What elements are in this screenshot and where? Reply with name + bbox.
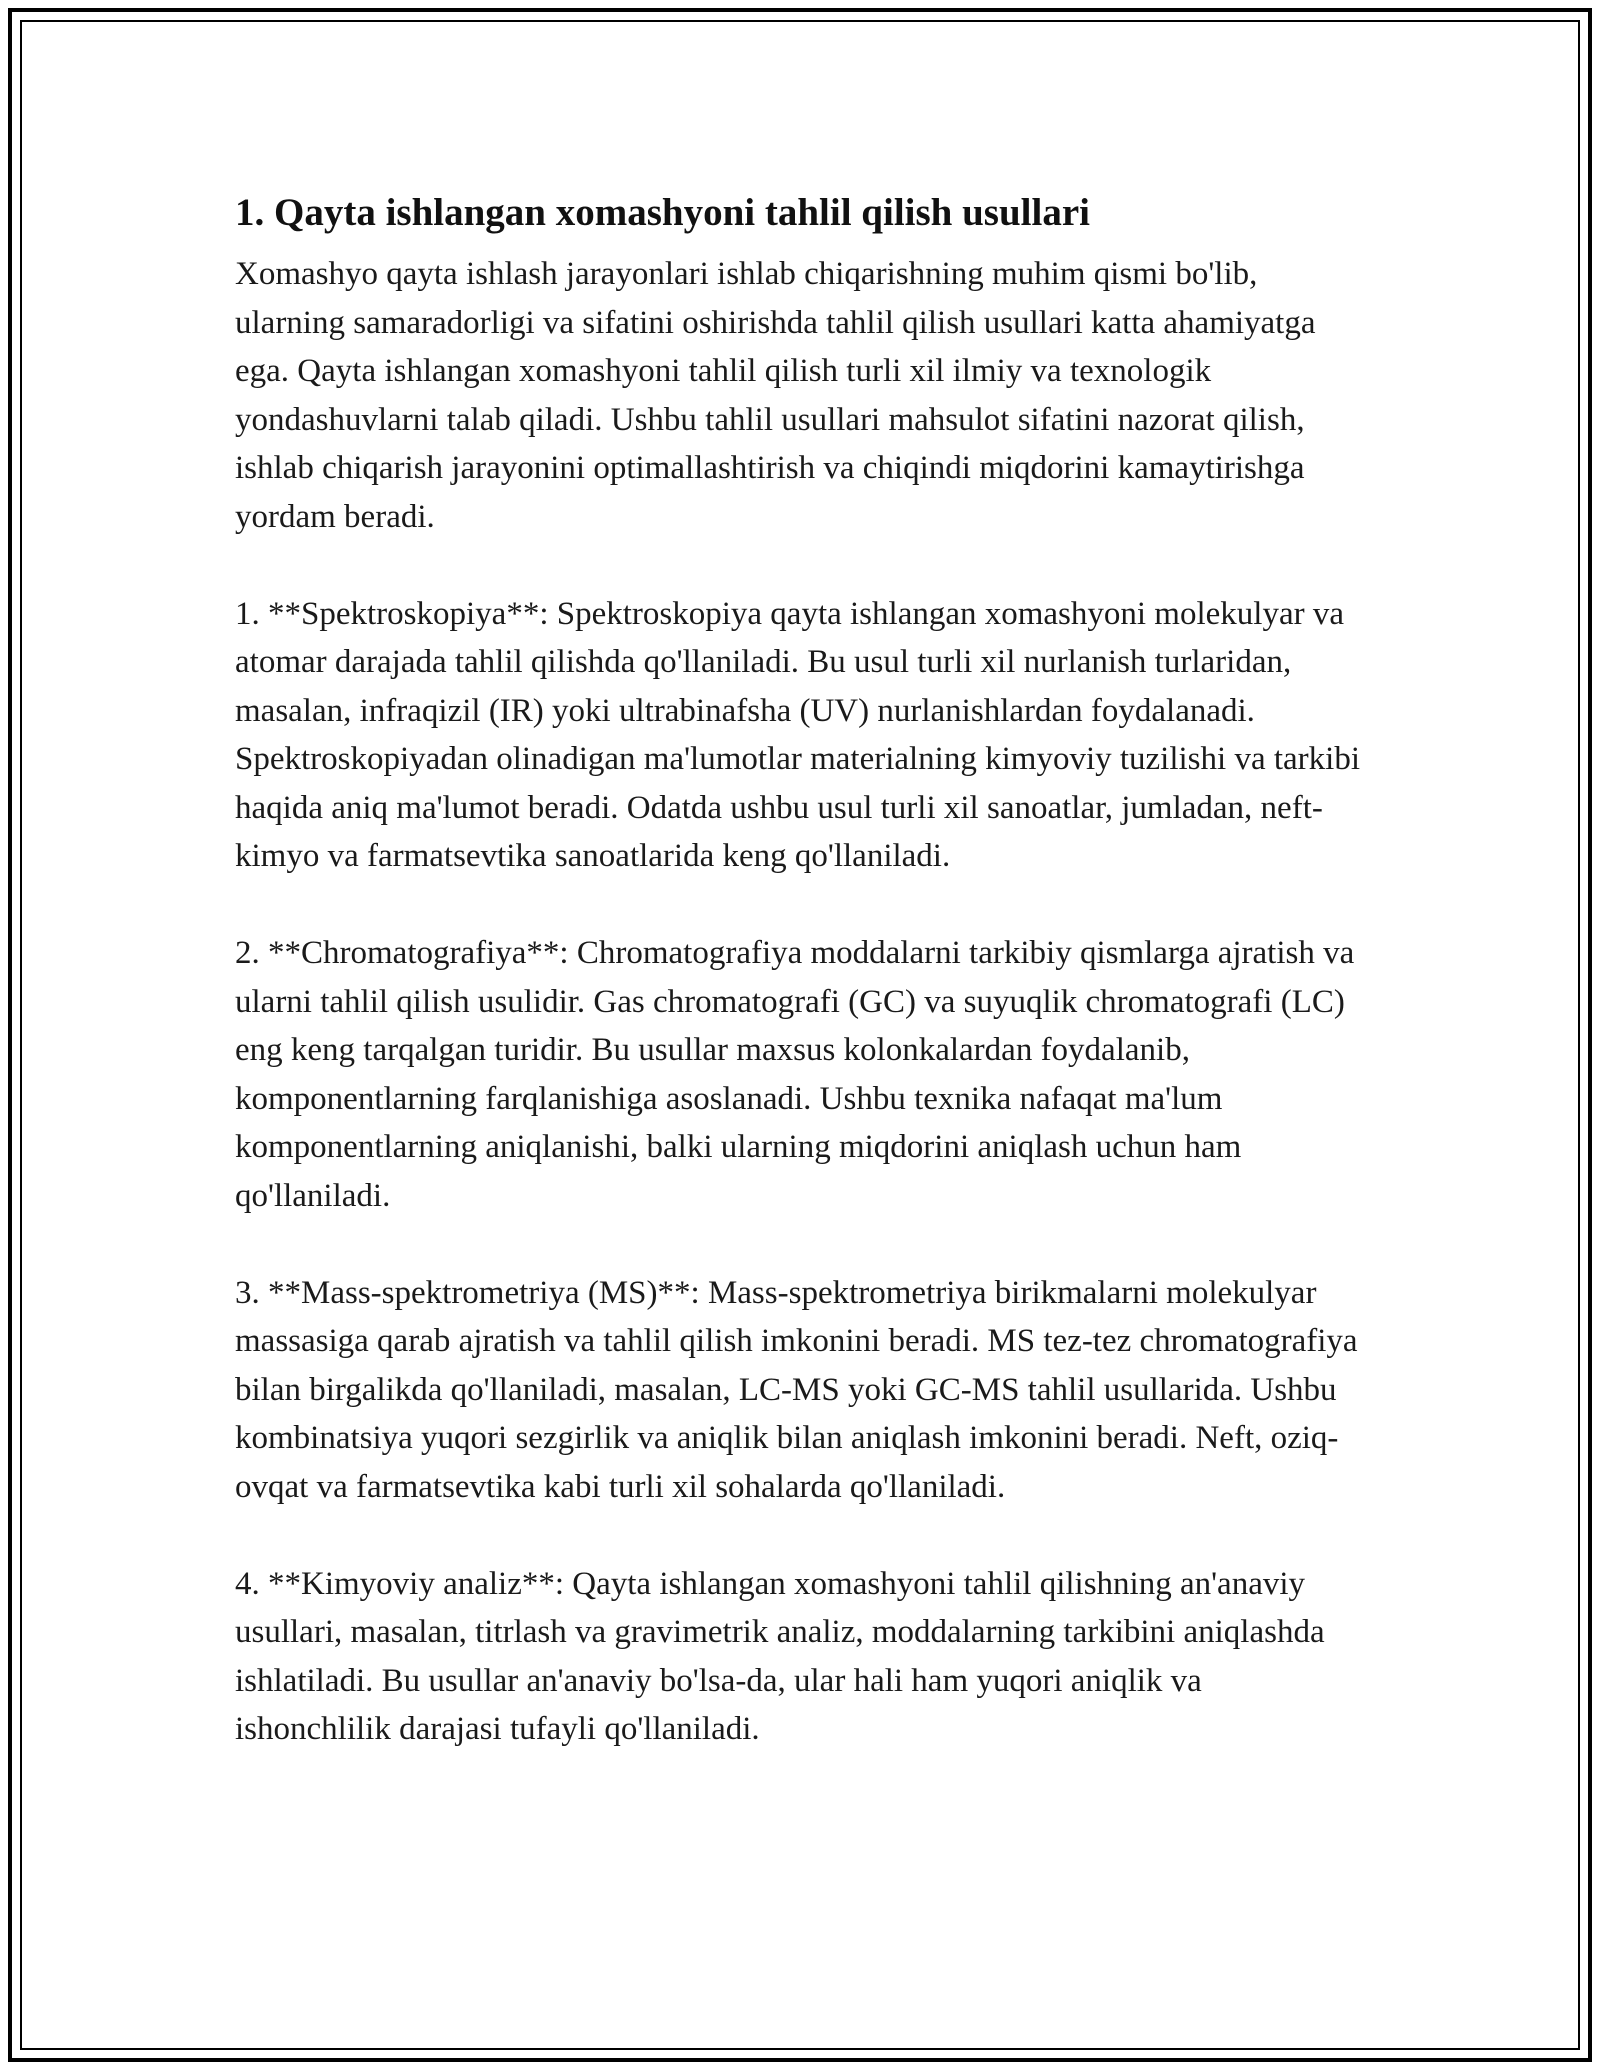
- method-item-spektroskopiya: 1. **Spektroskopiya**: Spektroskopiya qayta ishlangan xomashyoni molekulyar va atomar darajada tahlil qilishda qo'llaniladi. Bu usul turli xil nurlanish turlaridan, masalan, infraqizil (IR) yoki ultrabinafsha (UV) nurlanishlardan foydalanadi. Spektroskopiyadan olinadigan ma'lumotlar materialning kimyoviy tuzilishi va tarkibi haqida aniq ma'lumot beradi. Odatda ushbu usul turli xil sanoatlar, jumladan, neft-kimyo va farmatsevtika sanoatlarida keng qo'llaniladi.: [235, 595, 1360, 874]
- section-heading: 1. Qayta ishlangan xomashyoni tahlil qilish usullari: [235, 191, 1090, 234]
- method-item-kimyoviy-analiz: 4. **Kimyoviy analiz**: Qayta ishlangan xomashyoni tahlil qilishning an'anaviy usullari, masalan, titrlash va gravimetrik analiz, moddalarning tarkibini aniqlashda ishlatiladi. Bu usullar an'anaviy bo'lsa-da, ular hali ham yuqori aniqlik va ishonchlilik darajasi tufayli qo'llaniladi.: [235, 1565, 1325, 1747]
- method-item-mass-spektrometriya: 3. **Mass-spektrometriya (MS)**: Mass-spektrometriya birikmalarni molekulyar massasiga qarab ajratish va tahlil qilish imkonini beradi. MS tez-tez chromatografiya bilan birgalikda qo'llaniladi, masalan, LC-MS yoki GC-MS tahlil usullarida. Ushbu kombinatsiya yuqori sezgirlik va aniqlik bilan aniqlash imkonini beradi. Neft, oziq-ovqat va farmatsevtika kabi turli xil sohalarda qo'llaniladi.: [235, 1274, 1358, 1505]
- intro-paragraph: Xomashyo qayta ishlash jarayonlari ishlab chiqarishning muhim qismi bo'lib, ularning samaradorligi va sifatini oshirishda tahlil qilish usullari katta ahamiyatga ega. Qayta ishlangan xomashyoni tahlil qilish turli xil ilmiy va texnologik yondashuvlarni talab qiladi. Ushbu tahlil usullari mahsulot sifatini nazorat qilish, ishlab chiqarish jarayonini optimallashtirish va chiqindi miqdorini kamaytirishga yordam beradi.: [235, 256, 1316, 535]
- method-item-chromatografiya: 2. **Chromatografiya**: Chromatografiya moddalarni tarkibiy qismlarga ajratish va ularni tahlil qilish usulidir. Gas chromatografi (GC) va suyuqlik chromatografi (LC) eng keng tarqalgan turidir. Bu usullar maxsus kolonkalardan foydalanib, komponentlarning farqlanishiga asoslanadi. Ushbu texnika nafaqat ma'lum komponentlarning aniqlanishi, balki ularning miqdorini aniqlash uchun ham qo'llaniladi.: [235, 935, 1355, 1214]
- document-body: [235, 184, 1365, 1802]
